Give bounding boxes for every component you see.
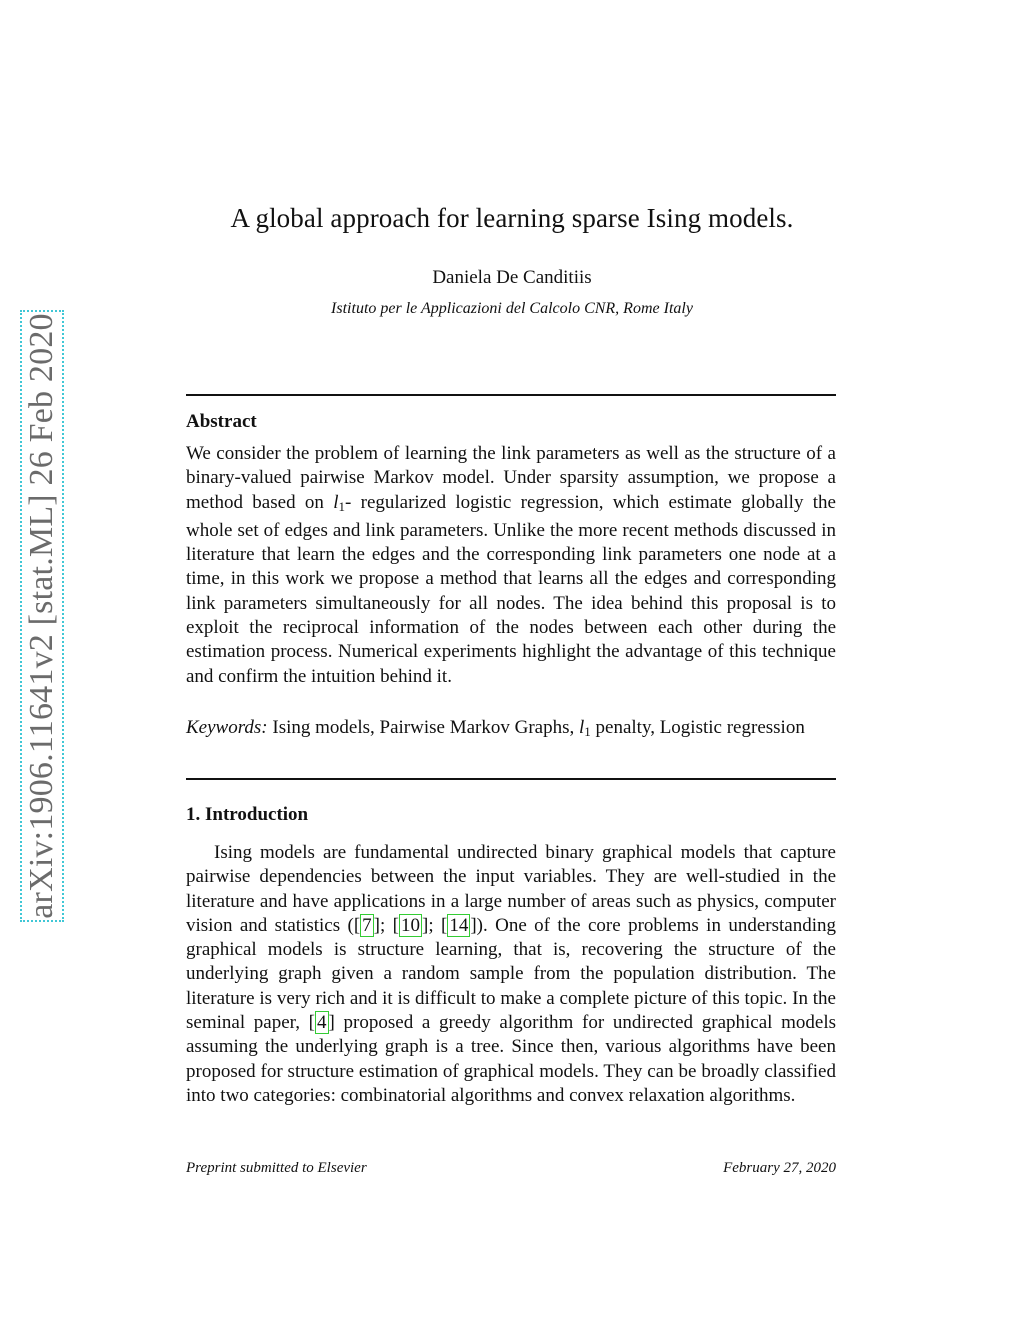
arxiv-identifier-text[interactable]: arXiv:1906.11641v2 [stat.ML] 26 Feb 2020	[23, 313, 60, 919]
keywords-label: Keywords:	[186, 717, 268, 738]
keywords-l1-symbol: l	[578, 717, 585, 738]
abstract-text	[186, 442, 836, 689]
arxiv-identifier-stamp[interactable]	[20, 310, 64, 922]
abstract-text-part1: We consider the problem of learning the link parameters as well as the structure of a binary-valued pairwise Markov model. Under sparsity assumption, we propose a method based on	[186, 443, 836, 513]
citation-separator: ]; [	[422, 914, 448, 936]
abstract-bottom-rule	[186, 778, 836, 780]
intro-text-part1: Ising models are fundamental undirected binary graphical models that capture pairwise dependencies between the input variables. They are well-studied in the literature and have applications in a large number of areas such as physics, computer vision and statistics ([	[186, 842, 836, 936]
paper-title: A global approach for learning sparse Ising models.	[230, 203, 794, 233]
keywords-line	[186, 716, 836, 744]
keywords-l1-subscript: 1	[584, 724, 591, 739]
author-name: Daniela De Canditiis	[432, 267, 592, 288]
citation-link-4[interactable]: 4	[317, 1012, 327, 1034]
abstract-heading: Abstract	[186, 411, 257, 432]
citation-separator: ]; [	[373, 914, 399, 936]
keywords-text-part2: penalty, Logistic regression	[590, 717, 805, 738]
citation-link-14[interactable]: 14	[449, 914, 469, 936]
author-affiliation: Istituto per le Applicazioni del Calcolo CNR, Rome Italy	[331, 300, 693, 317]
abstract-text-part2: - regularized logistic regression, which estimate globally the whole set of edges and link parameters. Unlike the more recent methods discussed in literature that learn the edges and the corresponding link parameters one node at a time, in this work we propose a method that learns all the edges and corresponding link parameters simultaneously for all nodes. The idea behind this proposal is to exploit the reciprocal information of the nodes between each other during the estimation process. Numerical experiments highlight the advantage of this technique and confirm the intuition behind it.	[186, 491, 836, 687]
intro-text-part2: ]). One of the core problems in understanding graphical models is structure learning, that is, recovering the structure of the underlying graph given a random sample from the population distribution. The literature is very rich and it is difficult to make a complete picture of this topic. In the seminal paper, [	[186, 914, 836, 1034]
introduction-heading: 1. Introduction	[186, 804, 309, 825]
abstract-top-rule	[186, 394, 836, 396]
keywords-text-part1: Ising models, Pairwise Markov Graphs,	[267, 717, 579, 738]
l1-symbol: l	[333, 491, 339, 513]
citation-link-10[interactable]: 10	[401, 914, 420, 936]
l1-subscript: 1	[338, 498, 345, 514]
citation-link-7[interactable]: 7	[362, 914, 372, 936]
footer-preprint-note: Preprint submitted to Elsevier	[186, 1160, 367, 1176]
footer-date: February 27, 2020	[723, 1160, 836, 1176]
intro-text-part3: ] proposed a greedy algorithm for undirected graphical models assuming the underlying graph is a tree. Since then, various algorithms have been proposed for structure estimation of graphical models. They can be broadly classified into two categories: combinatorial algorithms and convex relaxation algorithms.	[186, 1012, 837, 1106]
introduction-paragraph	[186, 841, 836, 1108]
